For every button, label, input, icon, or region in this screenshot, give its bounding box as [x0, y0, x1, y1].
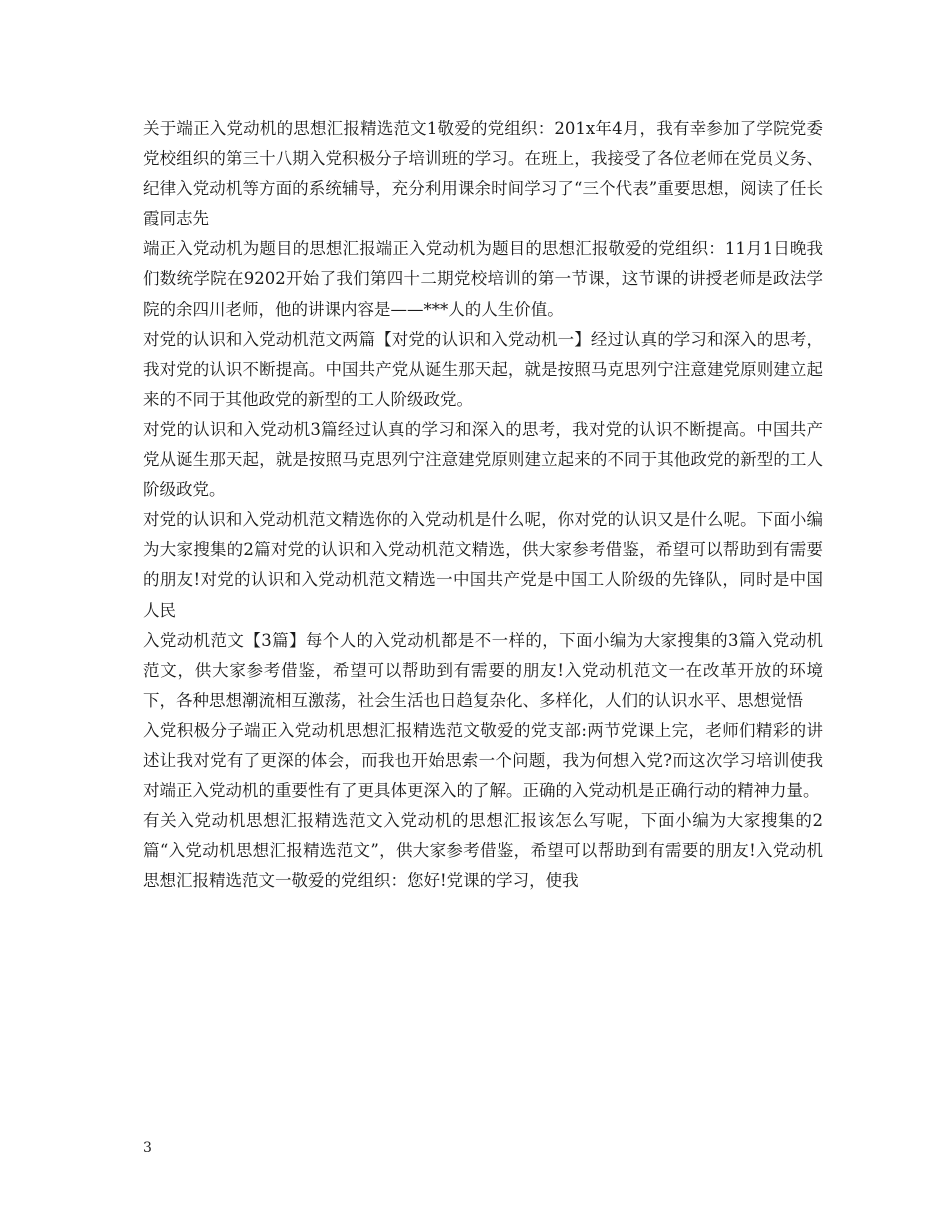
- paragraph-7: 入党积极分子端正入党动机思想汇报精选范文敬爱的党支部:两节党课上完，老师们精彩的讲述让我对党有了更深的体会，而我也开始思索一个问题，我为何想入党?而这次学习培训使我对端正入党动机的重要性有了更具体更深入的了解。正确的入党动机是正确行动的精神力量。: [143, 720, 823, 801]
- paragraph-6: 入党动机范文【3篇】每个人的入党动机都是不一样的，下面小编为大家搜集的3篇入党动机范文，供大家参考借鉴，希望可以帮助到有需要的朋友!入党动机范文一在改革开放的环境下，各种思想潮流相互激荡，社会生活也日趋复杂化、多样化，人们的认识水平、思想觉悟: [143, 630, 823, 710]
- page-number: 3: [143, 1140, 152, 1156]
- paragraph-4: 对党的认识和入党动机3篇经过认真的学习和深入的思考，我对党的认识不断提高。中国共产党从诞生那天起，就是按照马克思列宁注意建党原则建立起来的不同于其他政党的新型的工人阶级政党。: [143, 419, 823, 500]
- paragraph-5: 对党的认识和入党动机范文精选你的入党动机是什么呢，你对党的认识又是什么呢。下面小编为大家搜集的2篇对党的认识和入党动机范文精选，供大家参考借鉴，希望可以帮助到有需要的朋友!对党的认识和入党动机范文精选一中国共产党是中国工人阶级的先锋队，同时是中国人民: [143, 510, 823, 620]
- paragraph-1: 关于端正入党动机的思想汇报精选范文1敬爱的党组织：201x年4月，我有幸参加了学院党委党校组织的第三十八期入党积极分子培训班的学习。在班上，我接受了各位老师在党员义务、纪律入党动机等方面的系统辅导，充分利用课余时间学习了“三个代表”重要思想，阅读了任长霞同志先: [143, 119, 823, 229]
- paragraph-3: 对党的认识和入党动机范文两篇【对党的认识和入党动机一】经过认真的学习和深入的思考，我对党的认识不断提高。中国共产党从诞生那天起，就是按照马克思列宁注意建党原则建立起来的不同于其他政党的新型的工人阶级政党。: [143, 329, 823, 409]
- document-body: [143, 114, 823, 896]
- paragraph-2: 端正入党动机为题目的思想汇报端正入党动机为题目的思想汇报敬爱的党组织：11月1日晚我们数统学院在9202开始了我们第四十二期党校培训的第一节课，这节课的讲授老师是政法学院的余四川老师，他的讲课内容是——***人的人生价值。: [143, 239, 823, 319]
- paragraph-8: 有关入党动机思想汇报精选范文入党动机的思想汇报该怎么写呢，下面小编为大家搜集的2篇“入党动机思想汇报精选范文”，供大家参考借鉴，希望可以帮助到有需要的朋友!入党动机思想汇报精选范文一敬爱的党组织：您好!党课的学习，使我: [143, 811, 823, 891]
